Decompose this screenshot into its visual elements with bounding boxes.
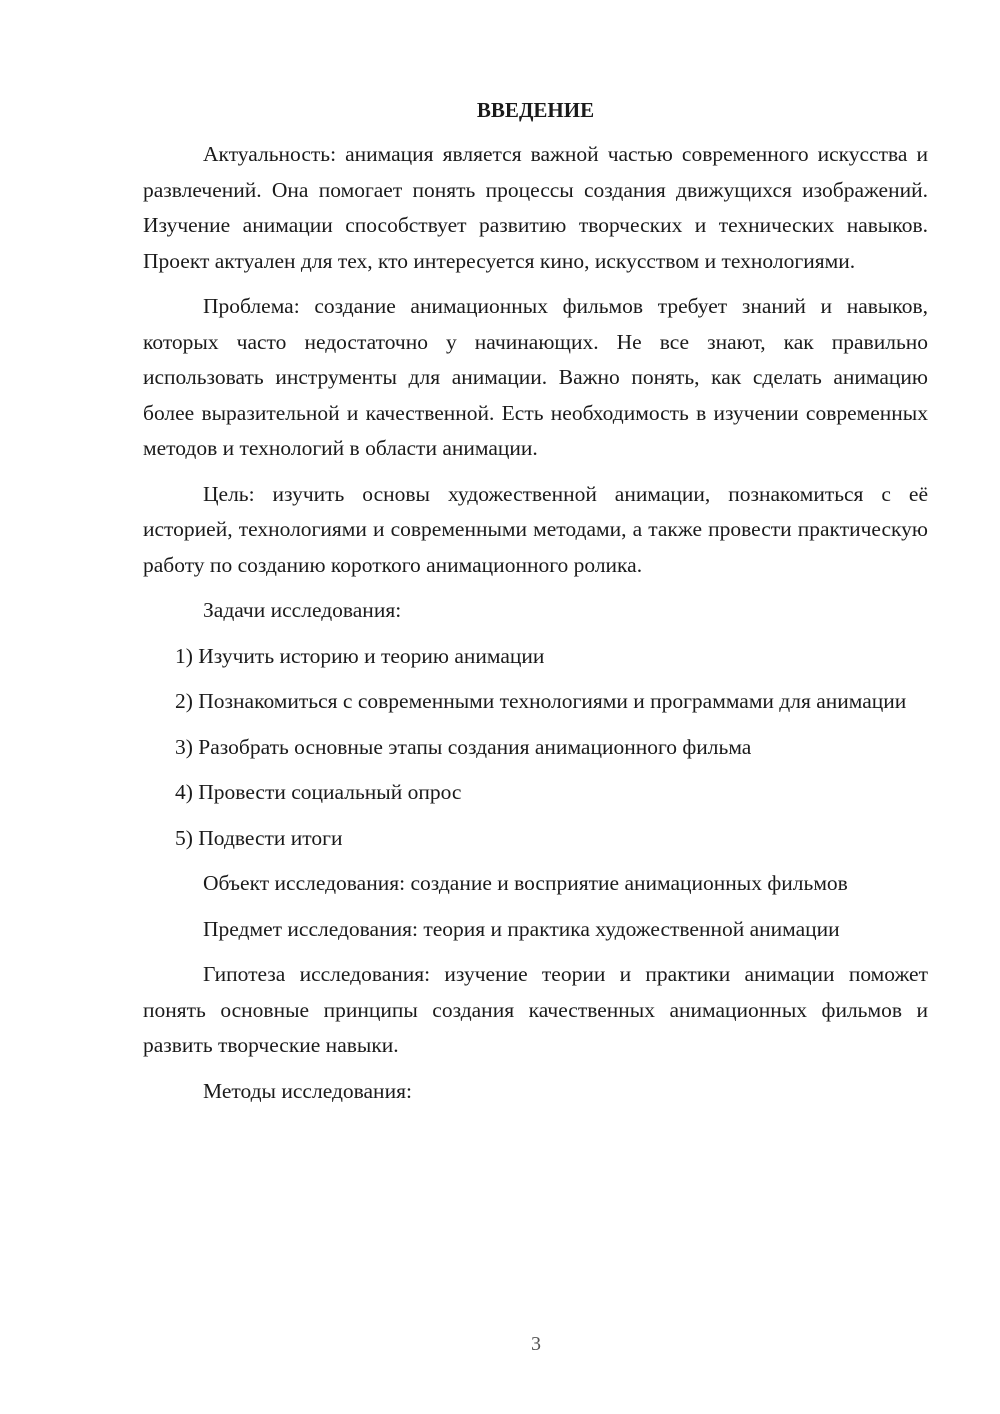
task-item: 5) Подвести итоги — [175, 825, 343, 850]
task-item: 2) Познакомиться с современными технологиями и программами для анимации — [175, 689, 907, 713]
tasks-heading: Задачи исследования: — [203, 598, 402, 622]
page-number: 3 — [531, 1333, 541, 1355]
relevance-paragraph: Актуальность: анимация является важной частью современного искусства и развлечений. Она помогает понять процессы создания движущихся изображений. Изучение анимации способствует развитию творческих и технических навыков. Проект актуален для тех, кто интересуется кино, искусством и технологиями. — [143, 142, 928, 273]
subject-paragraph: Предмет исследования: теория и практика художественной анимации — [203, 916, 840, 941]
hypothesis-paragraph: Гипотеза исследования: изучение теории и практики анимации поможет понять основные принципы создания качественных анимационных фильмов и развить творческие навыки. — [143, 962, 928, 1057]
task-item: 4) Провести социальный опрос — [175, 780, 462, 804]
task-item: 3) Разобрать основные этапы создания анимационного фильма — [175, 734, 752, 759]
section-title: ВВЕДЕНИЕ — [476, 98, 595, 122]
document-page — [143, 95, 928, 1109]
object-paragraph: Объект исследования: создание и восприятие анимационных фильмов — [203, 871, 848, 895]
problem-paragraph: Проблема: создание анимационных фильмов требует знаний и навыков, которых часто недостаточно у начинающих. Не все знают, как правильно использовать инструменты для анимации. Важно понять, как сделать анимацию более выразительной и качественной. Есть необходимость в изучении современных методов и технологий в области анимации. — [143, 294, 928, 460]
goal-paragraph: Цель: изучить основы художественной анимации, познакомиться с её историей, технологиями и современными методами, а также провести практическую работу по созданию короткого анимационного ролика. — [143, 481, 928, 577]
methods-heading: Методы исследования: — [203, 1078, 412, 1103]
task-item: 1) Изучить историю и теорию анимации — [175, 643, 545, 668]
